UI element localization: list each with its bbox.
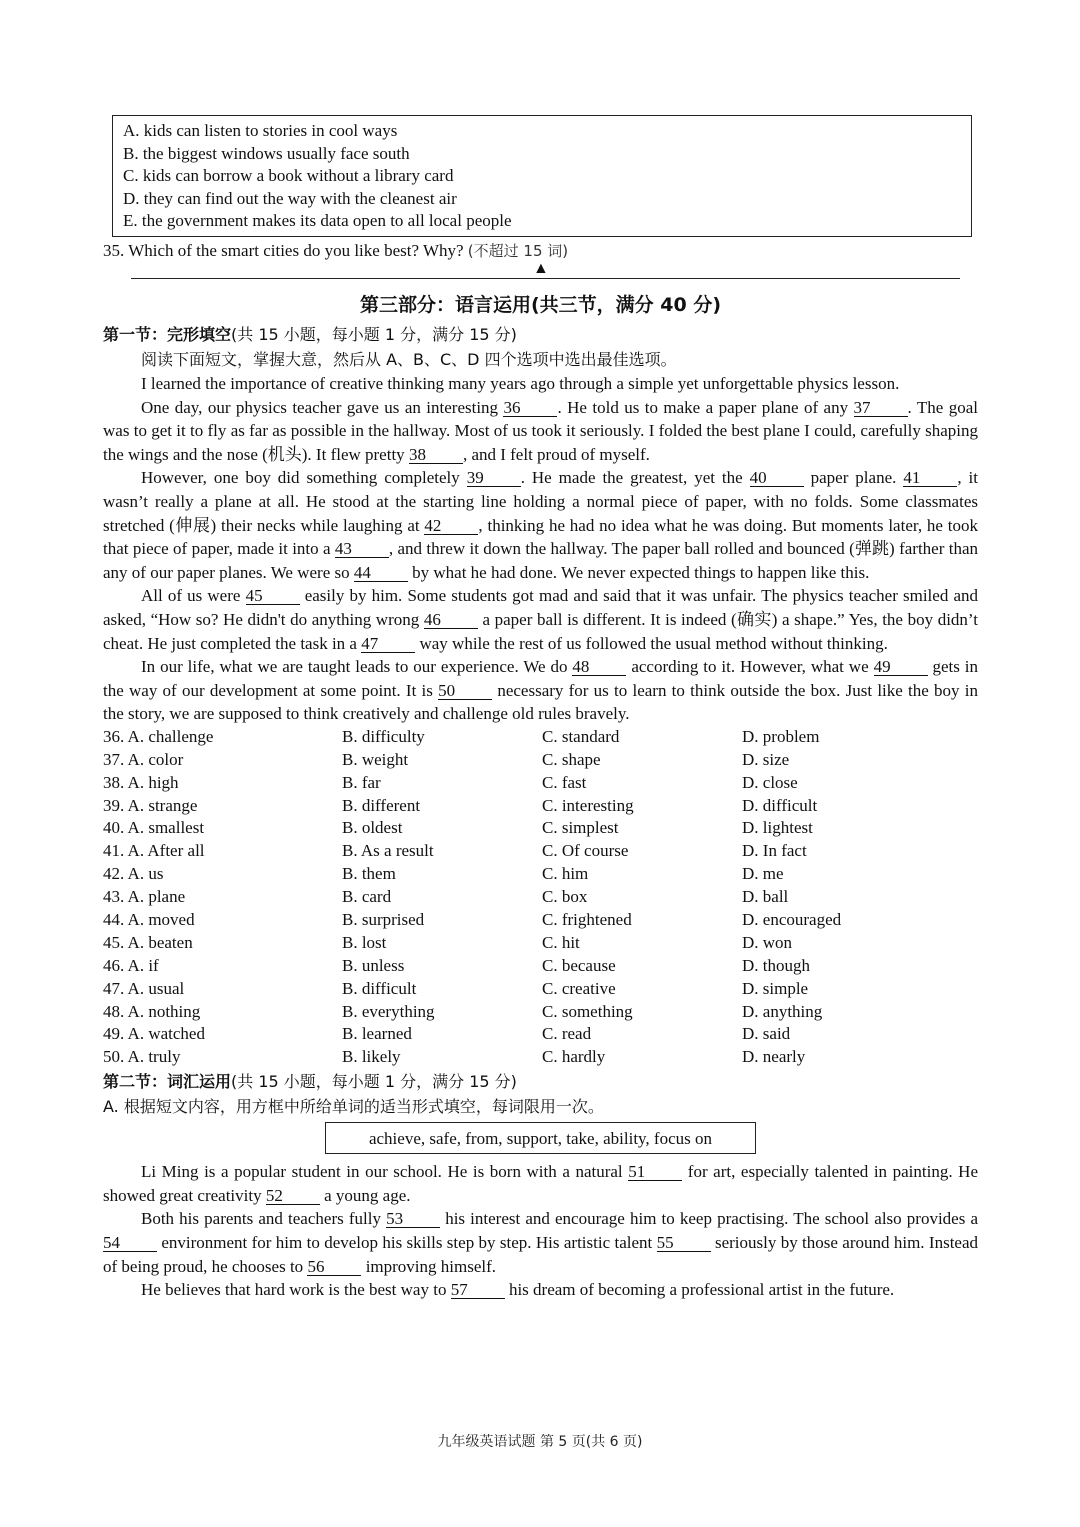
cloze-paragraph-3 <box>103 466 978 584</box>
passage-text: He believes that hard work is the best way to <box>141 1280 451 1300</box>
blank-47[interactable]: 47 <box>361 635 415 653</box>
passage-text: . He made the greatest, yet the <box>520 468 750 488</box>
option-a: A. kids can listen to stories in cool ways <box>123 121 398 140</box>
choice-row <box>103 1046 978 1069</box>
choice-option-d[interactable]: D. difficult <box>742 795 818 815</box>
passage-text: , and threw it down the hallway. The paper ball rolled and bounced (弹跳) farther than any of our paper planes. We were so <box>103 539 978 582</box>
choice-row <box>103 886 978 909</box>
choice-option-a[interactable]: 39. A. strange <box>103 795 198 815</box>
passage-text: paper plane. <box>803 468 904 488</box>
choice-option-a[interactable]: 47. A. usual <box>103 978 185 998</box>
blank-49[interactable]: 49 <box>874 658 928 676</box>
section-one-title-rest: (共 15 小题，每小题 1 分，满分 15 分) <box>231 324 517 344</box>
passage-text: One day, our physics teacher gave us an interesting <box>141 397 504 417</box>
blank-36[interactable]: 36 <box>503 399 557 417</box>
choice-option-c[interactable]: C. shape <box>542 749 601 769</box>
choice-option-c[interactable]: C. interesting <box>542 795 634 815</box>
passage-text: his interest and encourage him to keep practising. The school also provides a <box>440 1209 978 1229</box>
blank-38[interactable]: 38 <box>409 446 463 464</box>
blank-43[interactable]: 43 <box>335 540 389 558</box>
choice-option-a[interactable]: 40. A. smallest <box>103 818 205 838</box>
passage-text: , it wasn’t really a plane at all. He stood at the starting line holding a normal piece of paper, with no folds. Some classmates stretched (伸展) their necks while laughing at <box>103 468 978 535</box>
option-e: E. the government makes its data open to all local people <box>123 211 512 231</box>
choice-option-d[interactable]: D. me <box>742 864 784 884</box>
choice-option-a[interactable]: 42. A. us <box>103 864 164 884</box>
triangle-marker-icon: ▲ <box>533 259 549 277</box>
passage-text: However, one boy did something completely <box>141 468 467 488</box>
choice-option-a[interactable]: 41. A. After all <box>103 841 205 861</box>
choice-row <box>103 1001 978 1024</box>
choice-option-c[interactable]: C. read <box>542 1024 592 1044</box>
choice-option-c[interactable]: C. frightened <box>542 910 632 929</box>
choice-row <box>103 1023 978 1046</box>
blank-48[interactable]: 48 <box>572 658 626 676</box>
choice-option-c[interactable]: C. Of course <box>542 841 629 861</box>
choice-row <box>103 772 978 795</box>
cloze-choices <box>103 726 978 1069</box>
choice-option-c[interactable]: C. something <box>542 1001 633 1021</box>
choice-option-d[interactable]: D. lightest <box>742 818 813 838</box>
choice-option-a[interactable]: 45. A. beaten <box>103 932 193 952</box>
choice-option-b[interactable]: B. everything <box>342 1001 435 1021</box>
cloze-paragraph-5 <box>103 655 978 726</box>
choice-option-d[interactable]: D. won <box>742 932 793 952</box>
part-three-title: 第三部分：语言运用(共三节，满分 40 分) <box>359 293 722 316</box>
passage-text: easily by him. Some students got mad and said that it was unfair. The physics teacher smiled and asked, “How so? He didn't do anything wrong <box>103 586 979 629</box>
blank-54[interactable]: 54 <box>103 1234 157 1252</box>
choice-option-b[interactable]: B. learned <box>342 1024 412 1044</box>
choice-option-d[interactable]: D. size <box>742 749 790 769</box>
passage-text: Li Ming is a popular student in our school. He is born with a natural <box>141 1162 629 1182</box>
blank-46[interactable]: 46 <box>424 611 478 629</box>
choice-option-b[interactable]: B. lost <box>342 932 387 952</box>
options-box <box>112 115 972 237</box>
passage-text: . He told us to make a paper plane of any <box>557 397 854 417</box>
choice-option-b[interactable]: B. unless <box>342 955 405 975</box>
choice-option-c[interactable]: C. simplest <box>542 818 619 838</box>
section-two-instruction: A. 根据短文内容，用方框中所给单词的适当形式填空，每词限用一次。 <box>103 1097 604 1117</box>
choice-option-c[interactable]: C. hit <box>542 932 580 952</box>
choice-row <box>103 932 978 955</box>
choice-option-d[interactable]: D. though <box>742 955 810 975</box>
passage-text: In our life, what we are taught leads to our experience. We do <box>141 657 573 677</box>
choice-option-c[interactable]: C. standard <box>542 726 620 746</box>
section-two-title-rest: (共 15 小题，每小题 1 分，满分 15 分) <box>231 1072 517 1092</box>
choice-option-a[interactable]: 38. A. high <box>103 772 179 792</box>
choice-option-c[interactable]: C. hardly <box>542 1047 606 1067</box>
passage-text: his dream of becoming a professional artist in the future. <box>504 1280 895 1300</box>
choice-row <box>103 795 978 818</box>
choice-option-d[interactable]: D. encouraged <box>742 910 842 929</box>
passage-text: seriously by those around him. Instead of being proud, he chooses to <box>103 1233 979 1276</box>
choice-option-d[interactable]: D. In fact <box>742 841 807 861</box>
choice-option-a[interactable]: 49. A. watched <box>103 1024 205 1044</box>
choice-option-b[interactable]: B. weight <box>342 749 409 769</box>
choice-option-a[interactable]: 37. A. color <box>103 749 184 769</box>
question-35-note: (不超过 15 词) <box>467 241 569 260</box>
passage-text: , thinking he had no idea what he was doing. But moments later, he took that piece of paper, made it into a <box>103 515 978 559</box>
choice-row <box>103 749 978 772</box>
blank-41[interactable]: 41 <box>903 469 957 487</box>
passage-text: All of us were <box>141 586 246 606</box>
passage-text: , and I felt proud of myself. <box>462 444 650 464</box>
passage-text: by what he had done. We never expected things to happen like this. <box>407 562 870 582</box>
section-one-instruction: 阅读下面短文，掌握大意，然后从 A、B、C、D 四个选项中选出最佳选项。 <box>141 349 677 369</box>
word-box: achieve, safe, from, support, take, ability, focus on <box>325 1122 756 1154</box>
blank-53[interactable]: 53 <box>386 1210 440 1228</box>
blank-51[interactable]: 51 <box>628 1163 682 1181</box>
blank-57[interactable]: 57 <box>451 1281 505 1299</box>
section-one-title <box>103 322 978 347</box>
vocab-paragraph-3 <box>103 1278 978 1302</box>
choice-option-d[interactable]: D. said <box>742 1024 791 1044</box>
word-box-wrap <box>103 1122 978 1158</box>
choice-option-b[interactable]: B. oldest <box>342 818 403 838</box>
cloze-passage <box>103 372 978 726</box>
passage-text: a young age. <box>319 1185 411 1205</box>
choice-option-a[interactable]: 46. A. if <box>103 955 159 975</box>
section-two-title-bold: 第二节：词汇运用 <box>103 1072 232 1092</box>
passage-text: . The goal was to get it to fly as far as possible in the hallway. Most of us took it seriously. I folded the best plane I could, carefully shaping the wings and the nose (机头). It flew pretty <box>103 397 978 464</box>
vocab-passage <box>103 1160 978 1302</box>
passage-text: environment for him to develop his skills step by step. His artistic talent <box>157 1233 657 1253</box>
choice-option-b[interactable]: B. card <box>342 887 392 907</box>
vocab-paragraph-1 <box>103 1160 978 1207</box>
blank-52[interactable]: 52 <box>266 1187 320 1205</box>
choice-option-d[interactable]: D. close <box>742 772 798 792</box>
section-one-title-bold: 第一节：完形填空 <box>103 324 232 344</box>
choice-option-d[interactable]: D. nearly <box>742 1047 806 1067</box>
choice-option-b[interactable]: B. surprised <box>342 910 425 929</box>
passage-text: Both his parents and teachers fully <box>141 1209 387 1229</box>
choice-row <box>103 978 978 1001</box>
choice-option-b[interactable]: B. difficult <box>342 978 417 998</box>
page-footer: 九年级英语试题 第 5 页(共 6 页) <box>437 1434 643 1450</box>
passage-text: a paper ball is different. It is indeed (确实) a shape.” Yes, the boy didn’t cheat. He just completed the task in a <box>103 609 978 653</box>
blank-50[interactable]: 50 <box>438 682 492 700</box>
choice-row <box>103 909 978 932</box>
option-b: B. the biggest windows usually face south <box>123 143 410 163</box>
choice-option-b[interactable]: B. far <box>342 772 381 792</box>
blank-40[interactable]: 40 <box>750 469 804 487</box>
passage-text: improving himself. <box>361 1256 497 1276</box>
option-d: D. they can find out the way with the cleanest air <box>123 188 457 208</box>
answer-line[interactable] <box>103 259 978 286</box>
choice-option-c[interactable]: C. fast <box>542 772 587 792</box>
choice-option-d[interactable]: D. anything <box>742 1001 823 1021</box>
option-c: C. kids can borrow a book without a library card <box>123 166 454 186</box>
choice-option-b[interactable]: B. As a result <box>342 841 434 861</box>
passage-text: for art, especially talented in painting. He showed great creativity <box>103 1162 978 1205</box>
blank-42[interactable]: 42 <box>424 517 478 535</box>
passage-text: gets in the way of our development at some point. It is <box>103 657 979 700</box>
choice-option-c[interactable]: C. because <box>542 955 616 975</box>
choice-option-a[interactable]: 44. A. moved <box>103 910 195 929</box>
choice-row <box>103 863 978 886</box>
choice-option-d[interactable]: D. problem <box>742 726 820 746</box>
choice-option-b[interactable]: B. them <box>342 864 396 884</box>
section-two-title <box>103 1069 978 1094</box>
choice-row <box>103 840 978 863</box>
choice-option-a[interactable]: 48. A. nothing <box>103 1001 201 1021</box>
blank-37[interactable]: 37 <box>854 399 908 417</box>
choice-option-c[interactable]: C. creative <box>542 978 616 998</box>
exam-page <box>103 115 978 1302</box>
choice-option-d[interactable]: D. simple <box>742 978 809 998</box>
blank-56[interactable]: 56 <box>307 1258 361 1276</box>
choice-option-b[interactable]: B. likely <box>342 1047 401 1067</box>
answer-rule <box>131 278 960 279</box>
choice-row <box>103 726 978 749</box>
choice-row <box>103 955 978 978</box>
question-35-text: 35. Which of the smart cities do you like best? Why? <box>103 240 464 260</box>
choice-option-d[interactable]: D. ball <box>742 887 789 907</box>
choice-row <box>103 817 978 840</box>
vocab-paragraph-2 <box>103 1207 978 1278</box>
choice-option-a[interactable]: 43. A. plane <box>103 887 186 907</box>
passage-text: according to it. However, what we <box>626 657 874 677</box>
choice-option-a[interactable]: 50. A. truly <box>103 1047 181 1067</box>
choice-option-a[interactable]: 36. A. challenge <box>103 726 214 746</box>
passage-text: way while the rest of us followed the usual method without thinking. <box>415 633 888 653</box>
choice-option-b[interactable]: B. different <box>342 795 421 815</box>
blank-45[interactable]: 45 <box>246 587 300 605</box>
choice-option-b[interactable]: B. difficulty <box>342 726 425 746</box>
passage-text: necessary for us to learn to think outside the box. Just like the boy in the story, we are supposed to think creatively and challenge old rules bravely. <box>103 680 978 724</box>
choice-option-c[interactable]: C. box <box>542 887 588 907</box>
cloze-paragraph-4 <box>103 584 978 655</box>
blank-55[interactable]: 55 <box>657 1234 711 1252</box>
cloze-paragraph-1: I learned the importance of creative thinking many years ago through a simple yet unforgettable physics lesson. <box>141 373 900 393</box>
blank-39[interactable]: 39 <box>467 469 521 487</box>
choice-option-c[interactable]: C. him <box>542 864 589 884</box>
blank-44[interactable]: 44 <box>354 564 408 582</box>
cloze-paragraph-2 <box>103 396 978 467</box>
